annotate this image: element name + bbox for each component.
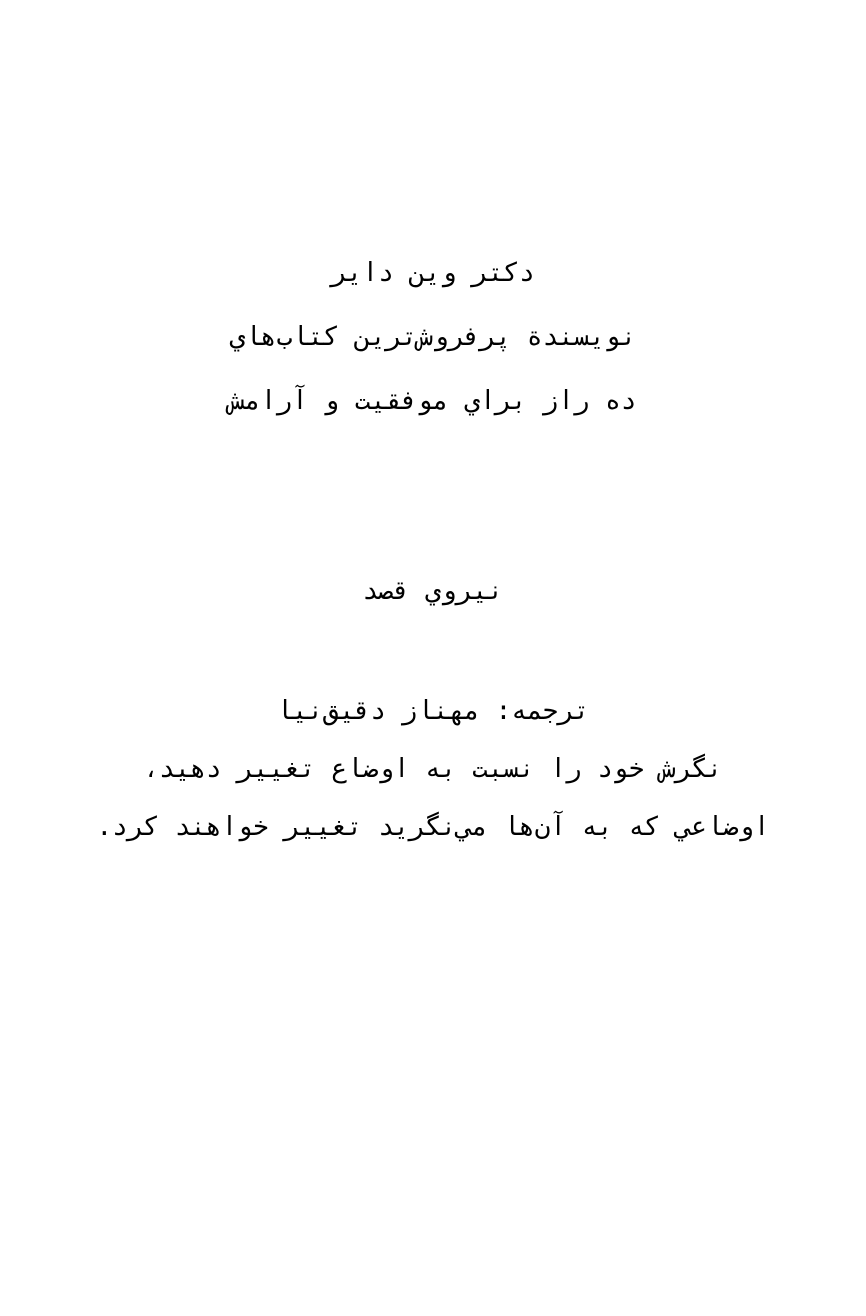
author-block [0,256,866,436]
author-name: دکتر وین دایر [331,258,535,288]
translator-block [0,694,866,874]
author-description: نویسندة پرفروش‌ترین کتاب‌هاي [229,322,637,352]
book-title: نیروي قصد [362,576,504,606]
translator-credit: ترجمه: مهناز دقیق‌نیا [276,696,590,726]
previous-book-title: ده راز براي موفقيت و آرامش [229,386,637,416]
quote-line-1: نگرش خود را نسبت به اوضاع تغییر دهید، [143,754,723,784]
quote-line-2: اوضاعي که به آن‌ها مي‌نگرید تغییر خواهند کرد. [96,812,770,842]
